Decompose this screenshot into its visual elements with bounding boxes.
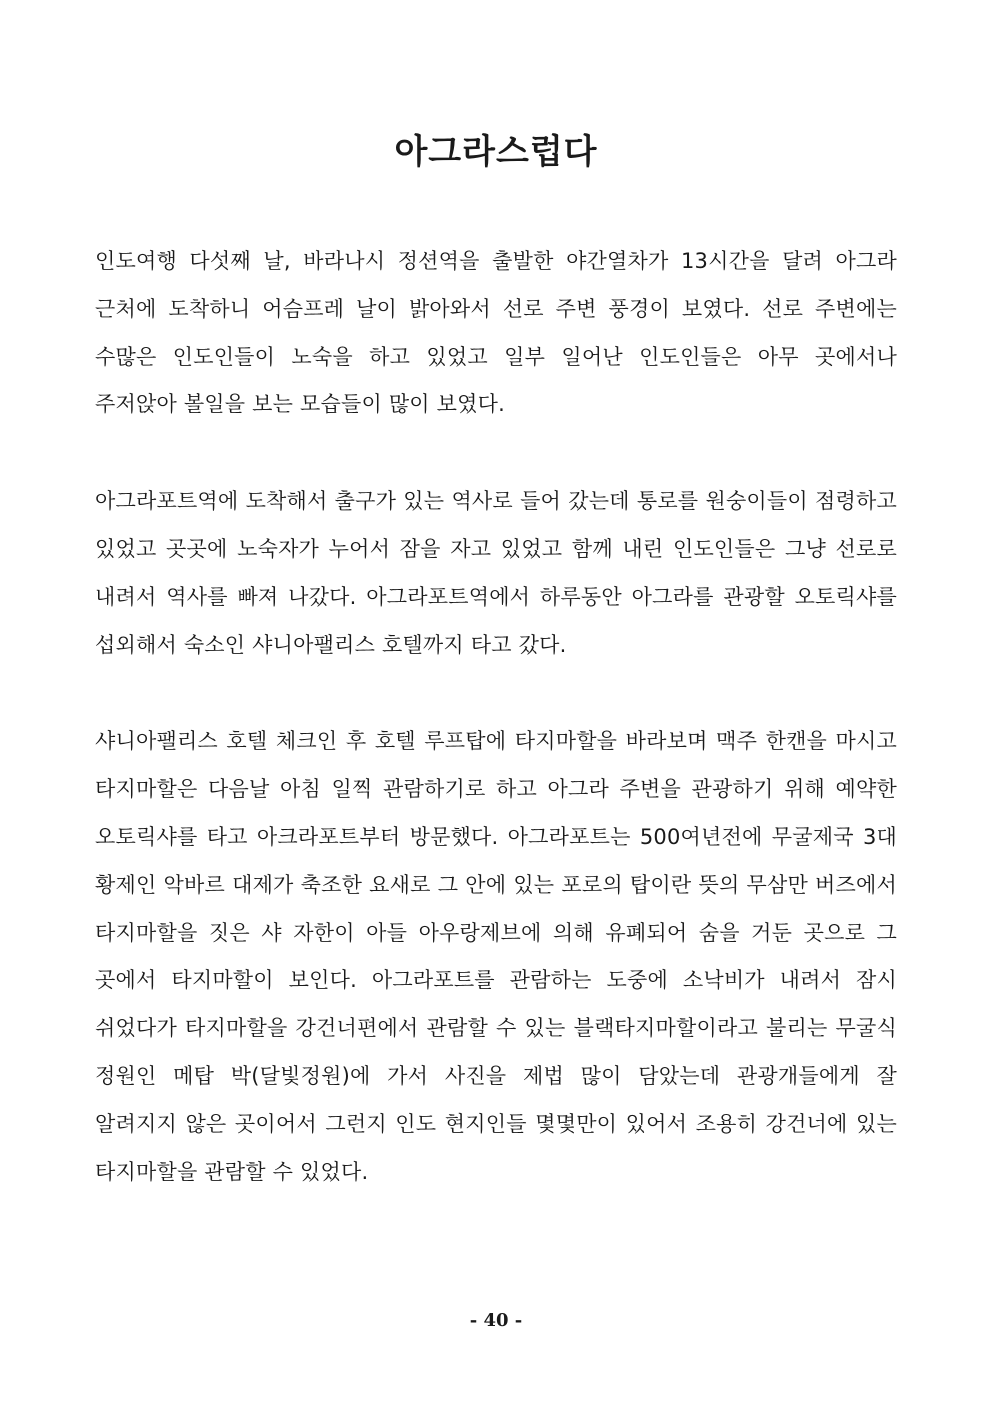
body-text	[95, 238, 897, 1245]
paragraph-1: 인도여행 다섯째 날, 바라나시 정션역을 출발한 야간열차가 13시간을 달려 아그라 근처에 도착하니 어슴프레 날이 밝아와서 선로 주변 풍경이 보였다. 선로 주변에는 수많은 인도인들이 노숙을 하고 있었고 일부 일어난 인도인들은 아무 곳에서나 주저앉아 볼일을 보는 모습들이 많이 보였다.	[95, 249, 897, 417]
page-title: 아그라스럽다	[394, 132, 598, 172]
paragraph-3: 샤니아팰리스 호텔 체크인 후 호텔 루프탑에 타지마할을 바라보며 맥주 한캔을 마시고 타지마할은 다음날 아침 일찍 관람하기로 하고 아그라 주변을 관광하기 위해 예약한 오토릭샤를 타고 아크라포트부터 방문했다. 아그라포트는 500여년전에 무굴제국 3대 황제인 악바르 대제가 축조한 요새로 그 안에 있는 포로의 탑이란 뜻의 무삼만 버즈에서 타지마할을 짓은 샤 자한이 아들 아우랑제브에 의해 유폐되어 숨을 거둔 곳으로 그 곳에서 타지마할이 보인다. 아그라포트를 관람하는 도중에 소낙비가 내려서 잠시 쉬었다가 타지마할을 강건너편에서 관람할 수 있는 블랙타지마할이라고 불리는 무굴식 정원인 메탑 박(달빛정원)에 가서 사진을 제법 많이 담았는데 관광개들에게 잘 알려지지 않은 곳이어서 그런지 인도 현지인들 몇몇만이 있어서 조용히 강건너에 있는 타지마할을 관람할 수 있었다.	[95, 729, 897, 1184]
paragraph-2: 아그라포트역에 도착해서 출구가 있는 역사로 들어 갔는데 통로를 원숭이들이 점령하고 있었고 곳곳에 노숙자가 누어서 잠을 자고 있었고 함께 내린 인도인들은 그냥 선로로 내려서 역사를 빠져 나갔다. 아그라포트역에서 하루동안 아그라를 관광할 오토릭샤를 섭외해서 숙소인 샤니아팰리스 호텔까지 타고 갔다.	[95, 489, 897, 657]
page-number: - 40 -	[469, 1310, 523, 1331]
